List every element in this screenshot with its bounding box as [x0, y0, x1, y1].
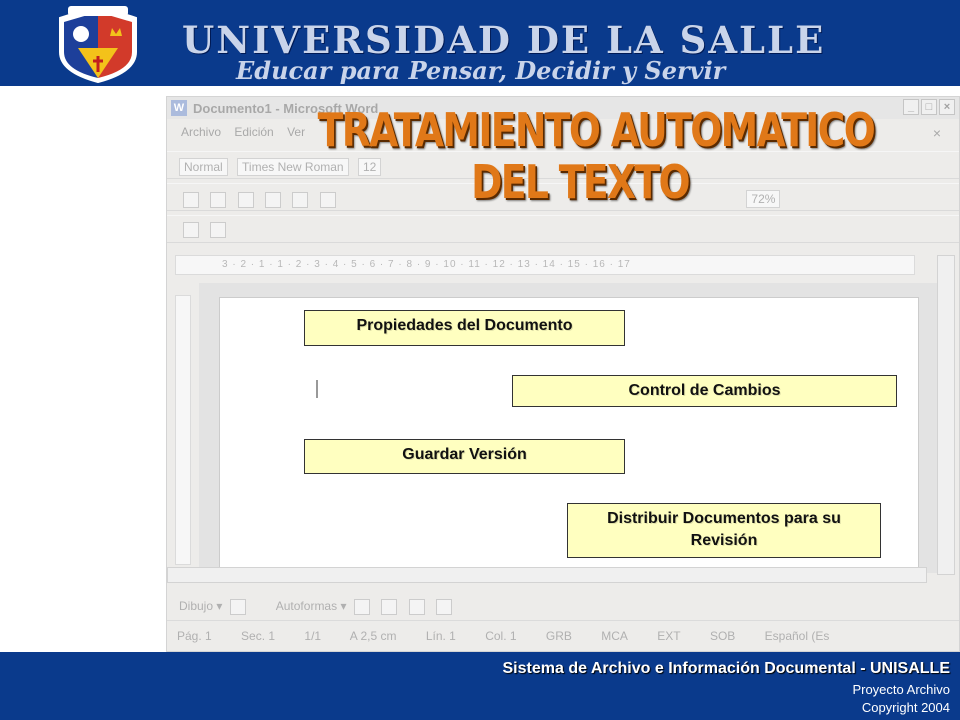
slide-title [317, 103, 875, 209]
line-icon[interactable] [354, 599, 370, 615]
drawing-tools-toolbar [167, 215, 959, 243]
menu-edicion[interactable]: Edición [234, 125, 274, 139]
university-banner [0, 0, 960, 86]
eraser-icon[interactable] [210, 222, 226, 238]
style-select[interactable]: Normal [179, 158, 228, 176]
rectangle-icon[interactable] [409, 599, 425, 615]
feature-box-save-version[interactable]: Guardar Versión [304, 439, 625, 474]
status-section: Sec. 1 [241, 629, 276, 643]
footer-bar [0, 652, 960, 720]
feature-box-track-changes[interactable]: Control de Cambios [512, 375, 897, 407]
maximize-icon[interactable]: □ [921, 99, 937, 115]
status-pages: 1/1 [304, 629, 322, 643]
university-crest-logo [38, 4, 158, 84]
pencil-icon[interactable] [183, 222, 199, 238]
banner-motto: Educar para Pensar, Decidir y Servir [236, 56, 726, 85]
horizontal-scrollbar[interactable] [167, 567, 927, 583]
text-cursor-icon [316, 380, 318, 398]
minimize-icon[interactable]: _ [903, 99, 919, 115]
close-icon[interactable]: × [939, 99, 955, 115]
font-size-select[interactable]: 12 [358, 158, 381, 176]
autoshapes-menu-button[interactable]: Autoformas [275, 599, 338, 614]
menu-ver[interactable]: Ver [287, 125, 306, 139]
footer-copyright: Copyright 2004 [861, 700, 950, 715]
status-line: Lín. 1 [425, 629, 456, 643]
drawing-toolbar: Dibujo ▾ Autoformas ▾ [167, 593, 959, 621]
save-icon[interactable] [238, 192, 254, 208]
status-page: Pág. 1 [177, 629, 212, 643]
status-column: Col. 1 [485, 629, 517, 643]
status-bar [167, 625, 959, 647]
footer-title: Sistema de Archivo e Información Documental - UNISALLE [502, 660, 950, 677]
feature-box-distribute-for-review[interactable]: Distribuir Documentos para su Revisión [567, 503, 881, 558]
slide-title-line-2: DEL TEXTO [471, 155, 689, 209]
oval-icon[interactable] [436, 599, 452, 615]
feature-box-document-properties[interactable]: Propiedades del Documento [304, 310, 625, 346]
open-folder-icon[interactable] [210, 192, 226, 208]
word-window-title: Documento1 - Microsoft Word [193, 101, 379, 116]
menu-archivo[interactable]: Archivo [181, 125, 222, 139]
vertical-scrollbar[interactable] [937, 255, 955, 575]
word-app-icon: W [171, 100, 187, 116]
status-position: A 2,5 cm [349, 629, 397, 643]
status-mode-sob: SOB [709, 629, 736, 643]
arrow-icon[interactable] [381, 599, 397, 615]
footer-project: Proyecto Archivo [852, 682, 950, 697]
status-language: Español (Es [764, 629, 830, 643]
print-icon[interactable] [265, 192, 281, 208]
horizontal-ruler: 3 · 2 · 1 · 1 · 2 · 3 · 4 · 5 · 6 · 7 · 8 · 9 · 10 · 11 · 12 · 13 · 14 · 15 · 16 · 17 [175, 255, 915, 275]
slide-title-line-1: TRATAMIENTO AUTOMATICO [317, 103, 875, 157]
zoom-select[interactable]: 72% [746, 190, 780, 208]
window-controls [903, 99, 955, 115]
print-preview-icon[interactable] [292, 192, 308, 208]
font-select[interactable]: Times New Roman [237, 158, 349, 176]
document-close-icon[interactable]: × [932, 125, 941, 141]
status-mode-mca: MCA [601, 629, 628, 643]
select-arrow-icon[interactable] [230, 599, 246, 615]
new-document-icon[interactable] [183, 192, 199, 208]
draw-menu-button[interactable]: Dibujo [179, 599, 214, 614]
banner-title: UNIVERSIDAD DE LA SALLE [182, 18, 826, 62]
status-mode-ext: EXT [657, 629, 681, 643]
vertical-ruler [175, 295, 191, 565]
status-mode-grb: GRB [545, 629, 572, 643]
